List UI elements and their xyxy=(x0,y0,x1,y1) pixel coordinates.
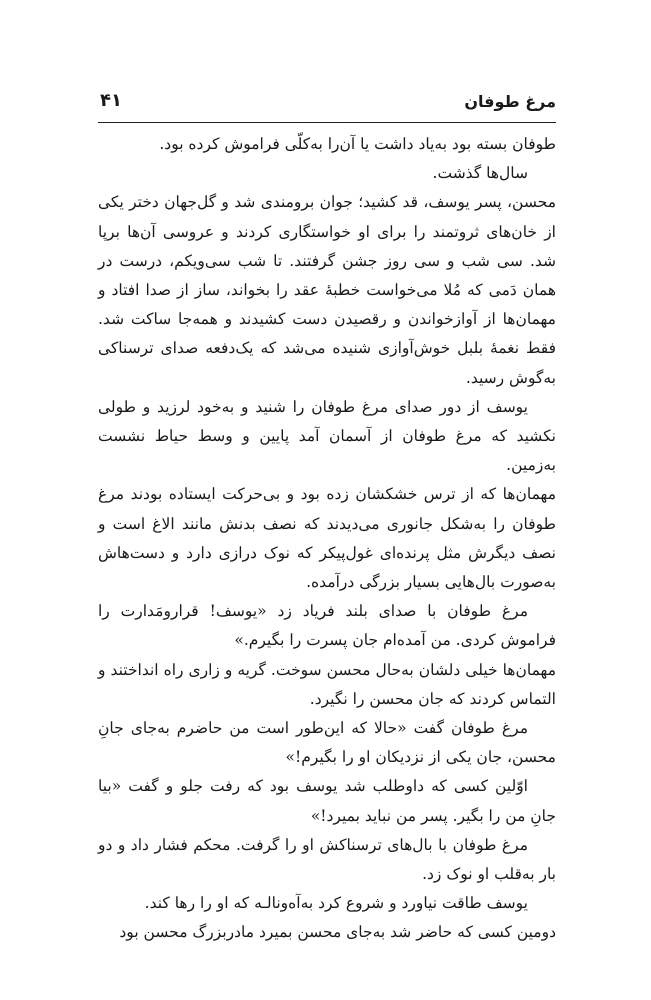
paragraph: دومین کسی که حاضر شد به‌جای محسن بمیرد مادربزرگ محسن بود xyxy=(119,923,556,942)
paragraph: محسن، پسر یوسف، قد کشید؛ جوان برومندی شد و گل‌جهان دختر یکی از خان‌های ثروتمند را برای او خواستگاری کردند و عروسی آن‌ها برپا شد. سی شب و سی روز جشن گرفتند. تا شب سی‌ویکم، درست در همان دَمی که مُلا می‌خواست خطبهٔ عقد را بخواند، ساز از صدا افتاد و مهمان‌ها از آوازخواندن و رقصیدن دست کشیدند و همه‌جا ساکت شد. فقط نغمهٔ بلبل خوش‌آوازی شنیده می‌شد که یک‌دفعه صدای ترسناکی به‌گوش رسید. xyxy=(98,193,556,387)
paragraph-continuation: طوفان بسته بود به‌یاد داشت یا آن‌را به‌کلّی فراموش کرده بود. xyxy=(159,135,556,153)
paragraph: مرغ طوفان گفت «حالا که این‌طور است من حاضرم به‌جای جانِ محسن، جان یکی از نزدیکان او را بگیرم!» xyxy=(98,719,556,767)
paragraph: مرغ طوفان با بال‌های ترسناکش او را گرفت. محکم فشار داد و دو بار به‌قلب او نوک زد. xyxy=(98,835,556,884)
paragraph: اوّلین کسی که داوطلب شد یوسف بود که رفت جلو و گفت «بیا جانِ من را بگیر. پسر من نباید بمیرد!» xyxy=(98,777,556,825)
running-title: مرغ طوفان xyxy=(464,92,556,111)
paragraph: مرغ طوفان با صدای بلند فریاد زد «یوسف! قرارومَدارت را فراموش کردی. من آمده‌ام جان پسرت را بگیرم.» xyxy=(98,602,556,650)
paragraph: مهمان‌ها خیلی دلشان به‌حال محسن سوخت. گریه و زاری راه انداختند و التماس کردند که جان محسن را نگیرد. xyxy=(98,660,556,708)
paragraph: یوسف از دور صدای مرغ طوفان را شنید و به‌خود لرزید و طولی نکشید که مرغ طوفان از آسمان آمد پایین و وسط حیاط نشست به‌زمین. xyxy=(98,397,556,475)
body-text xyxy=(98,130,556,948)
paragraph: مهمان‌ها که از ترس خشکشان زده بود و بی‌حرکت ایستاده بودند مرغ طوفان را به‌شکل جانوری می‌دیدند که نصف بدنش مانند الاغ است و نصف دیگرش مثل پرنده‌ای غول‌پیکر که نوک درازی دارد و دست‌هاش به‌صورت بال‌هایی بسیار بزرگی درآمده. xyxy=(98,485,556,592)
paragraph: سال‌ها گذشت. xyxy=(432,164,528,183)
page-header xyxy=(98,92,556,123)
paragraph: یوسف طاقت نیاورد و شروع کرد به‌آه‌ونالـه که او را رها کند. xyxy=(144,894,528,913)
page-number: ۴۱ xyxy=(100,90,122,111)
